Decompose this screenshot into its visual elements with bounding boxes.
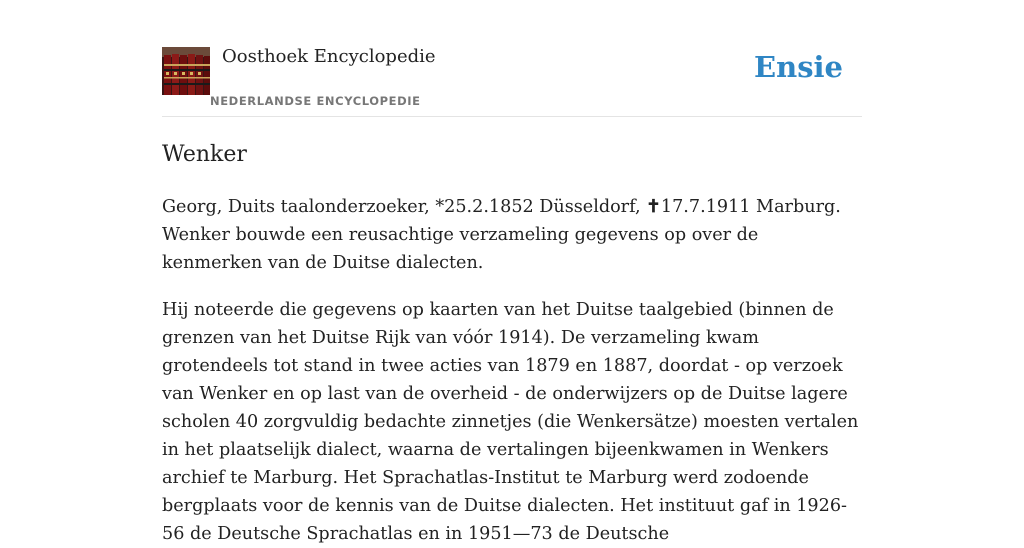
article-title: Wenker [162, 142, 247, 167]
site-subtitle: NEDERLANDSE ENCYCLOPEDIE [210, 94, 421, 108]
death-cross-icon: ✝ [646, 196, 661, 217]
article-paragraph: Hij noteerde die gegevens op kaarten van het Duitse taalgebied (binnen de grenzen van het Duitse Rijk van vóór 1914). De verzameling kwam grotendeels tot stand in twee acties van 1879 en 1887, doordat - op verzoek van Wenker en op last van de overheid - de onderwijzers op de Duitse lagere scholen 40 zorgvuldig bedachte zinnetjes (die Wenkersätze) moesten vertalen in het plaatselijk dialect, waarna de vertalingen bijeenkwamen in Wenkers archief te Marburg. Het Sprachatlas-Institut te Marburg werd zodoende bergplaats voor de kennis van de Duitse dialecten. Het instituut gaf in 1926-56 de Deutsche Sprachatlas en in 1951—73 de Deutsche [162, 300, 859, 544]
site-header [162, 0, 862, 117]
paragraph-text: Georg, Duits taalonderzoeker, *25.2.1852 Düsseldorf, [162, 197, 647, 217]
article-paragraph [162, 193, 864, 277]
logo-image [162, 47, 210, 95]
article [162, 140, 864, 548]
site-title[interactable]: Oosthoek Encyclopedie [222, 46, 436, 67]
ensie-logo-link[interactable]: Ensie [754, 50, 843, 84]
encyclopedia-books-icon[interactable] [162, 47, 210, 95]
paragraph-text: 17.7.1911 Marburg. Wenker bouwde een reusachtige verzameling gegevens op over de kenmerken van de Duitse dialecten. [162, 197, 841, 273]
